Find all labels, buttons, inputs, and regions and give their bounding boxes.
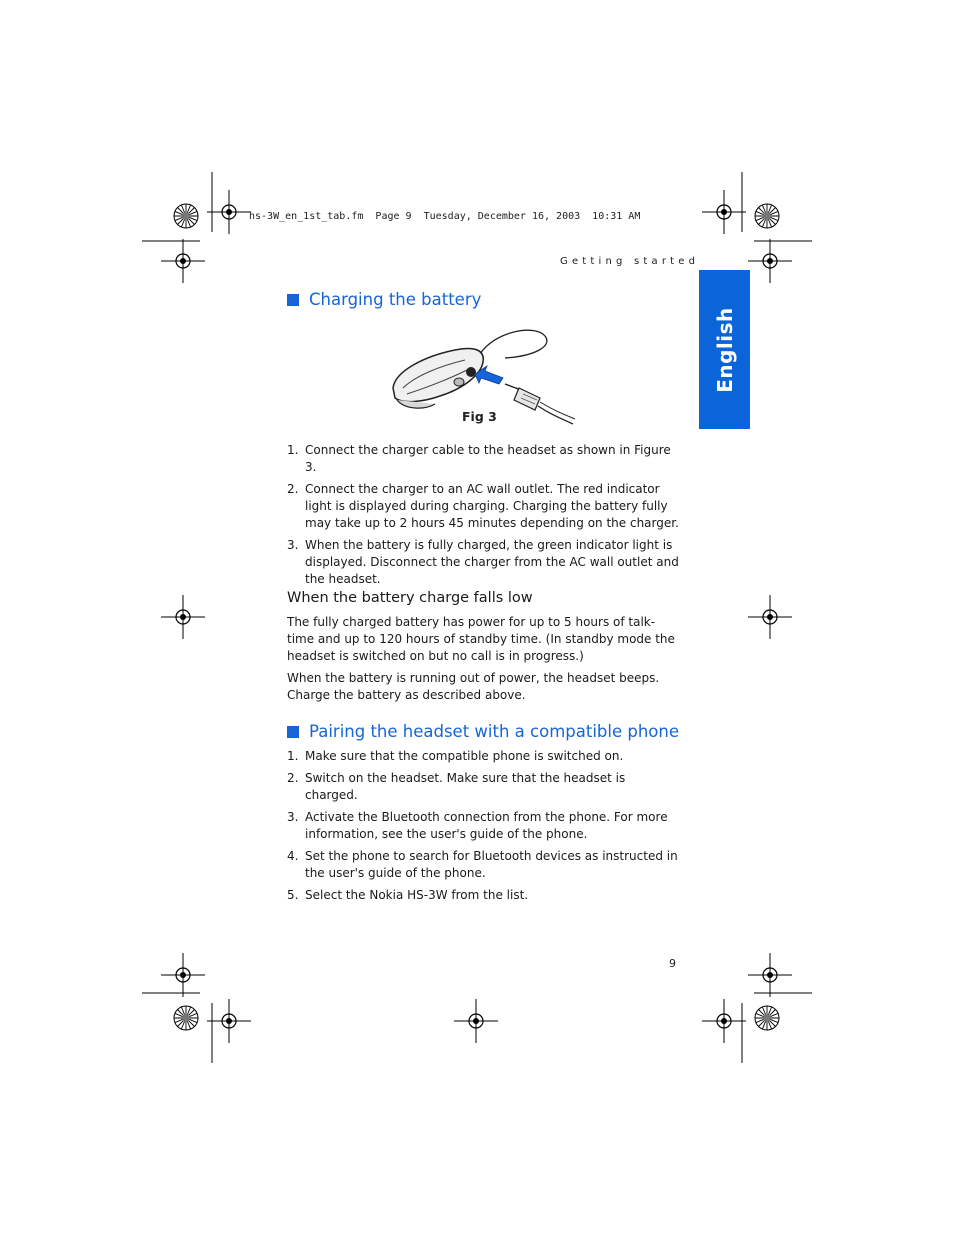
page-number: 9 [669,957,676,970]
list-item-number: 1. [287,443,299,457]
list-item-text: Switch on the headset. Make sure that the headset is charged. [305,771,626,802]
list-item-text: Connect the charger cable to the headset as shown in Figure 3. [305,443,671,474]
language-tab-label: English [712,306,737,393]
list-item-text: Connect the charger to an AC wall outlet. The red indicator light is displayed during charging. Charging the battery fully may take up to 2 hours 45 minutes depending on the charger. [305,482,679,530]
paragraph: When the battery is running out of power, the headset beeps. Charge the battery as described above. [287,671,660,702]
running-head: Getting started [560,256,700,267]
list-item-text: Activate the Bluetooth connection from the phone. For more information, see the user's guide of the phone. [305,810,668,841]
list-item-text: Set the phone to search for Bluetooth devices as instructed in the user's guide of the phone. [305,849,678,880]
list-item-number: 3. [287,810,299,824]
list-item-number: 2. [287,482,299,496]
list-item-text: When the battery is fully charged, the green indicator light is displayed. Disconnect the charger from the AC wall outlet and the headset. [305,538,679,586]
list-item-number: 5. [287,888,299,902]
section-title: Pairing the headset with a compatible phone [309,722,680,741]
list-item-number: 4. [287,849,299,863]
list-item-text: Make sure that the compatible phone is switched on. [305,749,624,763]
print-header: hs-3W_en_1st_tab.fm Page 9 Tuesday, December 16, 2003 10:31 AM [249,211,641,222]
section-title: Charging the battery [309,290,482,309]
list-item-text: Select the Nokia HS-3W from the list. [305,888,529,902]
subheading-battery-low: When the battery charge falls low [287,590,533,606]
list-item-number: 3. [287,538,299,552]
figure-caption: Fig 3 [462,409,497,424]
paragraph: The fully charged battery has power for up to 5 hours of talk-time and up to 120 hours of standby time. (In standby mode the headset is switched on but no call is in progress.) [287,615,675,663]
list-item-number: 2. [287,771,299,785]
list-item-number: 1. [287,749,299,763]
